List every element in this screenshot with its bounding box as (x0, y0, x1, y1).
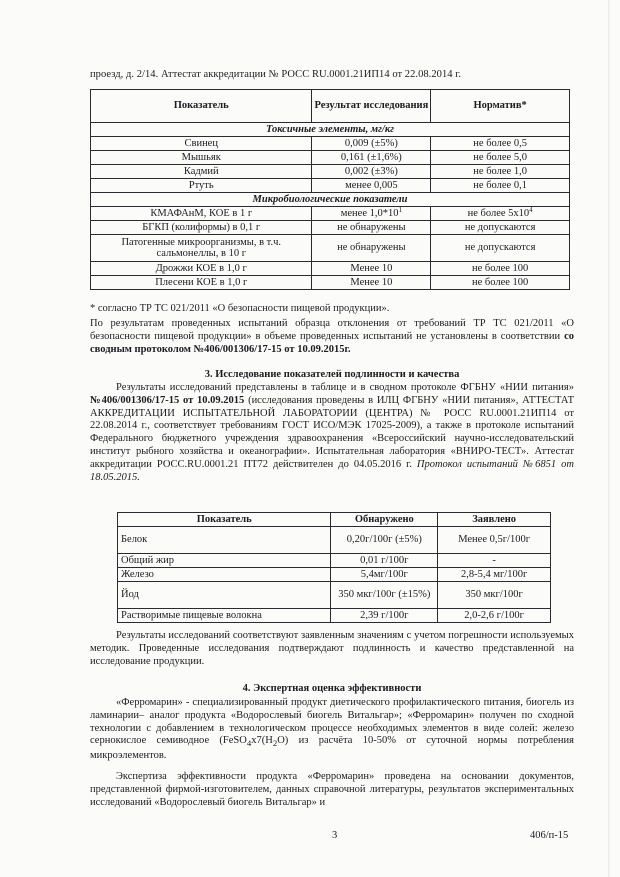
table-footnote: * согласно ТР ТС 021/2011 «О безопасности пищевой продукции». (90, 303, 390, 314)
section-row-toxic (91, 123, 570, 137)
cell-norm-value: не более 5х10 (467, 207, 530, 219)
cell-indicator: Плесени КОЕ в 1,0 г (91, 276, 312, 290)
cell-found: 2,39 г/100г (331, 609, 438, 623)
conclusion-text: По результатам проведенных испытаний образца отклонения от требований ТР ТС 021/2011 «О безопасности пищевой продукции» в объеме проведенных испытаний не установлены в соответствии (90, 318, 574, 342)
cell-result: не обнаружены (312, 235, 431, 262)
cell-indicator: Ртуть (91, 179, 312, 193)
section-4-paragraph-1 (90, 697, 574, 763)
cell-indicator: Железо (118, 568, 331, 582)
cell-norm: не более 100 (431, 276, 570, 290)
conclusion-protocol: со сводным протоколом №406/001306/17-15 от 10.09.2015г. (90, 330, 574, 355)
cell-result: 0,009 (±5%) (312, 137, 431, 151)
cell-result: менее 0,005 (312, 179, 431, 193)
table-row (118, 568, 551, 582)
exponent: 4 (529, 205, 533, 214)
section-3-heading: 3. Исследование показателей подлинности и качества (204, 369, 460, 380)
authenticity-table (117, 512, 551, 623)
cell-norm: не более 0,5 (431, 137, 570, 151)
section-title: Микробиологические показатели (91, 193, 570, 207)
cell-indicator: Йод (118, 582, 331, 609)
cell-result-value: менее 1,0*10 (340, 207, 399, 219)
cell-norm: не допускаются (431, 235, 570, 262)
section-3-protocol: №406/001306/17-15 от 10.09.2015 (90, 394, 245, 406)
cell-indicator: Свинец (91, 137, 312, 151)
cell-norm: не более 1,0 (431, 165, 570, 179)
cell-declared: - (438, 554, 551, 568)
cell-found: 0,01 г/100г (331, 554, 438, 568)
cell-indicator: Патогенные микроорганизмы, в т.ч. сальмонеллы, в 10 г (91, 235, 312, 262)
section-3-text: Результаты исследований представлены в таблице и в сводном протоколе ФГБНУ «НИИ питания» (116, 382, 574, 393)
cell-indicator: БГКП (колиформы) в 0,1 г (91, 221, 312, 235)
cell-indicator: Белок (118, 527, 331, 554)
section-title: Токсичные элементы, мг/кг (91, 123, 570, 137)
cell-norm: не более 100 (431, 262, 570, 276)
section-3-paragraph-2: Результаты исследований соответствуют заявленным значениям с учетом погрешности используемых методик. Проведенные исследования подтверждают подлинность и качество представленной на исследование продукции. (90, 630, 574, 667)
exponent: 1 (398, 205, 402, 214)
cell-result: Менее 10 (312, 276, 431, 290)
table-row (91, 165, 570, 179)
section-4-heading: 4. Экспертная оценка эффективности (242, 683, 422, 694)
table-row (91, 276, 570, 290)
cell-declared: 2,0-2,6 г/100г (438, 609, 551, 623)
cell-norm: не допускаются (431, 221, 570, 235)
section-3-protocol-italic: Протокол испытаний №6851 от 18.05.2015. (90, 458, 574, 483)
cell-declared: Менее 0,5г/100г (438, 527, 551, 554)
table-row (91, 137, 570, 151)
header-declared: Заявлено (438, 513, 551, 527)
subscript: 2 (272, 738, 278, 749)
table-row (91, 262, 570, 276)
header-found: Обнаружено (331, 513, 438, 527)
cell-indicator: Кадмий (91, 165, 312, 179)
cell-indicator: КМАФАнМ, КОЕ в 1 г (91, 207, 312, 221)
table-row (118, 554, 551, 568)
table-row (91, 179, 570, 193)
cell-indicator: Общий жир (118, 554, 331, 568)
table-row (91, 151, 570, 165)
table-row (118, 582, 551, 609)
table-header-row (91, 90, 570, 123)
page-number: 3 (332, 830, 338, 841)
section-4-text-end: O) из расчёта 10-50% от суточной нормы потребления микроэлементов. (90, 735, 574, 762)
table-row (91, 207, 570, 221)
cell-indicator: Мышьяк (91, 151, 312, 165)
section-3-text-rest: (исследования проведены в ИЛЦ ФГБНУ «НИИ питания», АТТЕСТАТ АККРЕДИТАЦИИ ИСПЫТАТЕЛЬНОЙ ЛАБОРАТОРИИ (ЦЕНТРА) № РОСС RU.0001.21ИП14 от 22.08.2014 г., соответствует требованиям ГОСТ ИСО/МЭК 17025-2009), а также в протоколе испытаний Федерального бюджетного учреждения здравоохранения «Всероссийский научно-исследовательский институт рыбного хозяйства и океанографии». Испытательная лаборатория «ВНИРО-ТЕСТ». Аттестат аккредитации РОСС.RU.0001.21 ПТ72 действителен до 04.05.2016 г. (90, 394, 575, 470)
section-row-micro (91, 193, 570, 207)
conclusion-paragraph (90, 318, 574, 356)
cell-indicator: Растворимые пищевые волокна (118, 609, 331, 623)
cell-result: Менее 10 (312, 262, 431, 276)
header-indicator: Показатель (91, 90, 312, 123)
section-4-paragraph-2: Экспертиза эффективности продукта «Ферромарин» проведена на основании документов, представленной фирмой-изготовителем, данных справочной литературы, результатов экспериментальных исследований «Водорослевый биогель Витальгар» и (90, 771, 574, 808)
table-row (91, 221, 570, 235)
section-4-text: «Ферромарин» - специализированный продукт диетического профилактического питания, биогель из ламинарии– аналог продукта «Водорослевый биогель Витальгар»; «Ферромарин» получен по сходной технологии с добавлением в технологическом процессе необходимых элементов в виде солей: железо сернокислое семиводное (FeSO (90, 697, 574, 747)
cell-norm: не более 5,0 (431, 151, 570, 165)
cell-result: 0,161 (±1,6%) (312, 151, 431, 165)
safety-indicators-table (90, 89, 570, 290)
page-fold-shadow (608, 0, 610, 877)
cell-result: не обнаружены (312, 221, 431, 235)
cell-declared: 350 мкг/100г (438, 582, 551, 609)
table-row (118, 527, 551, 554)
section-4-text-mid: x7(H (251, 735, 273, 747)
table-row (118, 609, 551, 623)
cell-found: 350 мкг/100г (±15%) (331, 582, 438, 609)
table-header-row (118, 513, 551, 527)
header-norm: Норматив* (431, 90, 570, 123)
header-indicator: Показатель (118, 513, 331, 527)
cell-declared: 2,8-5,4 мг/100г (438, 568, 551, 582)
cell-result (312, 207, 431, 221)
header-result: Результат исследования (312, 90, 431, 123)
cell-norm: не более 0,1 (431, 179, 570, 193)
cell-norm (431, 207, 570, 221)
subscript: 4 (246, 738, 252, 749)
section-3-paragraph-1 (90, 382, 574, 484)
intro-line: проезд, д. 2/14. Аттестат аккредитации № РОСС RU.0001.21ИП14 от 22.08.2014 г. (90, 69, 462, 80)
table-row (91, 235, 570, 262)
cell-result: 0,002 (±3%) (312, 165, 431, 179)
cell-found: 0,20г/100г (±5%) (331, 527, 438, 554)
document-reference: 406/п-15 (530, 830, 569, 841)
cell-found: 5,4мг/100г (331, 568, 438, 582)
cell-indicator: Дрожжи КОЕ в 1,0 г (91, 262, 312, 276)
